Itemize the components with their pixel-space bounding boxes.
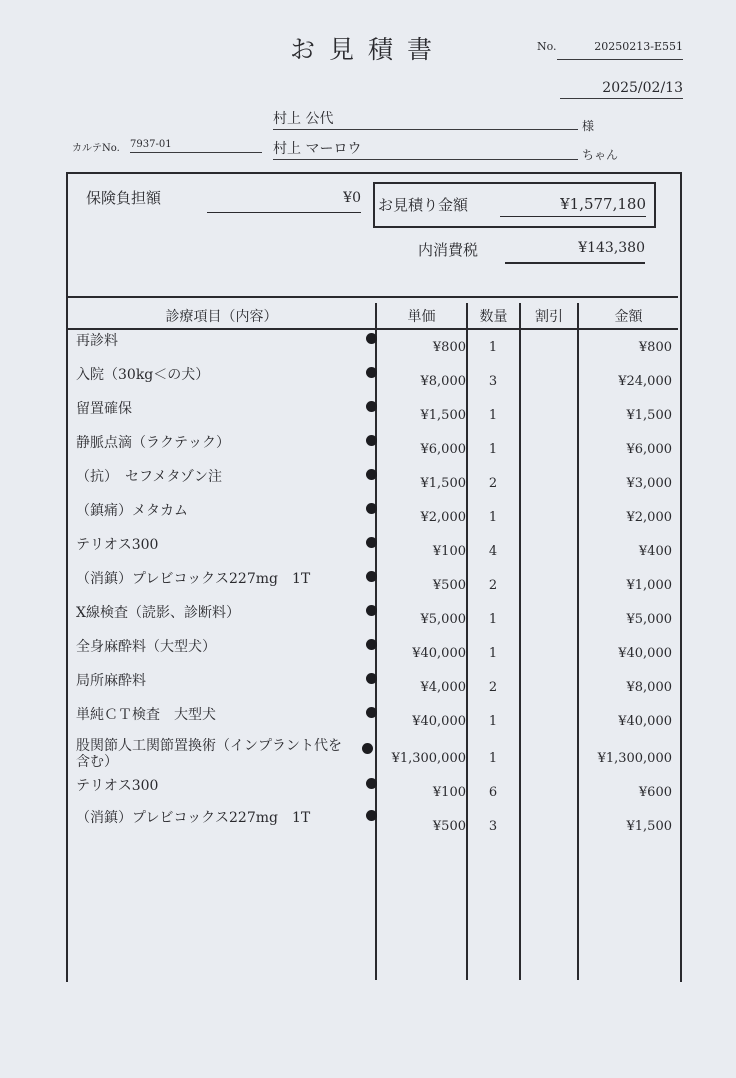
estimate-total-label: お見積り金額	[378, 196, 469, 214]
column-header-item: 診療項目（内容）	[165, 309, 278, 325]
bullet-icon	[366, 571, 377, 582]
karte-number-label: カルテNo.	[72, 143, 120, 154]
line-amount: ¥8,000	[626, 680, 672, 695]
quantity: 3	[488, 819, 498, 834]
column-header-amount: 金額	[614, 309, 643, 325]
bullet-icon	[366, 605, 377, 616]
unit-price: ¥4,000	[420, 680, 466, 695]
unit-price: ¥1,500	[420, 408, 466, 423]
item-name: （消鎮）プレビコックス227mg 1T	[76, 810, 311, 826]
owner-name: 村上 公代	[273, 108, 578, 130]
owner-honorific: 様	[582, 119, 595, 133]
table-header-border	[68, 328, 678, 330]
tax-amount: ¥143,380	[505, 240, 645, 264]
quantity: 2	[488, 476, 498, 491]
item-name: テリオス300	[76, 778, 159, 794]
item-name: 全身麻酔料（大型犬）	[76, 639, 216, 655]
quantity: 1	[488, 612, 498, 627]
bullet-icon	[366, 810, 377, 821]
bullet-icon	[366, 333, 377, 344]
estimate-number: 20250213-E551	[557, 40, 683, 60]
bullet-icon	[366, 707, 377, 718]
line-amount: ¥2,000	[626, 510, 672, 525]
line-amount: ¥600	[638, 785, 672, 800]
unit-price: ¥1,300,000	[391, 751, 466, 766]
item-name: 単純ＣＴ検査 大型犬	[76, 707, 216, 723]
unit-price: ¥500	[432, 819, 466, 834]
bullet-icon	[366, 367, 377, 378]
quantity: 1	[488, 408, 498, 423]
line-amount: ¥1,300,000	[597, 751, 672, 766]
insurance-label: 保険負担額	[86, 189, 162, 207]
line-amount: ¥1,500	[626, 408, 672, 423]
item-name: 静脈点滴（ラクテック）	[76, 435, 230, 451]
unit-price: ¥500	[432, 578, 466, 593]
line-amount: ¥24,000	[618, 374, 672, 389]
quantity: 1	[488, 646, 498, 661]
quantity: 1	[488, 442, 498, 457]
quantity: 2	[488, 578, 498, 593]
quantity: 6	[488, 785, 498, 800]
item-name: 留置確保	[76, 401, 132, 417]
line-amount: ¥3,000	[626, 476, 672, 491]
column-header-quantity: 数量	[479, 309, 508, 325]
estimate-total: ¥1,577,180	[500, 195, 646, 217]
line-amount: ¥6,000	[626, 442, 672, 457]
line-amount: ¥40,000	[618, 646, 672, 661]
column-divider	[519, 303, 521, 980]
quantity: 1	[488, 714, 498, 729]
estimate-number-label: No.	[537, 40, 557, 53]
bullet-icon	[366, 401, 377, 412]
estimate-date: 2025/02/13	[560, 80, 683, 99]
unit-price: ¥100	[432, 544, 466, 559]
unit-price: ¥8,000	[420, 374, 466, 389]
item-name: テリオス300	[76, 537, 159, 553]
item-name: （消鎮）プレビコックス227mg 1T	[76, 571, 311, 587]
document-title: お見積書	[289, 35, 446, 64]
column-divider	[577, 303, 579, 980]
line-amount: ¥40,000	[618, 714, 672, 729]
bullet-icon	[362, 743, 373, 754]
tax-label: 内消費税	[418, 241, 479, 259]
line-amount: ¥400	[638, 544, 672, 559]
line-amount: ¥800	[638, 340, 672, 355]
unit-price: ¥40,000	[412, 646, 466, 661]
unit-price: ¥5,000	[420, 612, 466, 627]
quantity: 1	[488, 340, 498, 355]
bullet-icon	[366, 537, 377, 548]
quantity: 1	[488, 510, 498, 525]
karte-number: 7937-01	[130, 139, 262, 153]
insurance-amount: ¥0	[207, 190, 361, 213]
unit-price: ¥800	[432, 340, 466, 355]
column-header-unit-price: 単価	[407, 309, 436, 325]
bullet-icon	[366, 435, 377, 446]
table-top-border	[68, 296, 678, 298]
line-amount: ¥1,500	[626, 819, 672, 834]
item-name: （鎮痛）メタカム	[76, 503, 188, 519]
pet-honorific: ちゃん	[582, 148, 619, 162]
line-amount: ¥1,000	[626, 578, 672, 593]
bullet-icon	[366, 778, 377, 789]
item-name: 局所麻酔料	[76, 673, 146, 689]
line-amount: ¥5,000	[626, 612, 672, 627]
unit-price: ¥2,000	[420, 510, 466, 525]
item-name: （抗） セフメタゾン注	[76, 469, 223, 485]
column-divider	[466, 303, 468, 980]
item-name: X線検査（読影、診断料）	[76, 605, 240, 621]
bullet-icon	[366, 503, 377, 514]
unit-price: ¥1,500	[420, 476, 466, 491]
unit-price: ¥40,000	[412, 714, 466, 729]
unit-price: ¥6,000	[420, 442, 466, 457]
quantity: 4	[488, 544, 498, 559]
item-name: 再診料	[76, 333, 118, 349]
bullet-icon	[366, 639, 377, 650]
quantity: 3	[488, 374, 498, 389]
column-header-discount: 割引	[535, 309, 563, 325]
pet-name: 村上 マーロウ	[273, 138, 578, 160]
unit-price: ¥100	[432, 785, 466, 800]
item-name: 股関節人工関節置換術（インプラント代を含む）	[76, 738, 342, 770]
item-name: 入院（30kg＜の犬）	[76, 367, 210, 383]
quantity: 2	[488, 680, 498, 695]
quantity: 1	[488, 751, 498, 766]
bullet-icon	[366, 673, 377, 684]
bullet-icon	[366, 469, 377, 480]
